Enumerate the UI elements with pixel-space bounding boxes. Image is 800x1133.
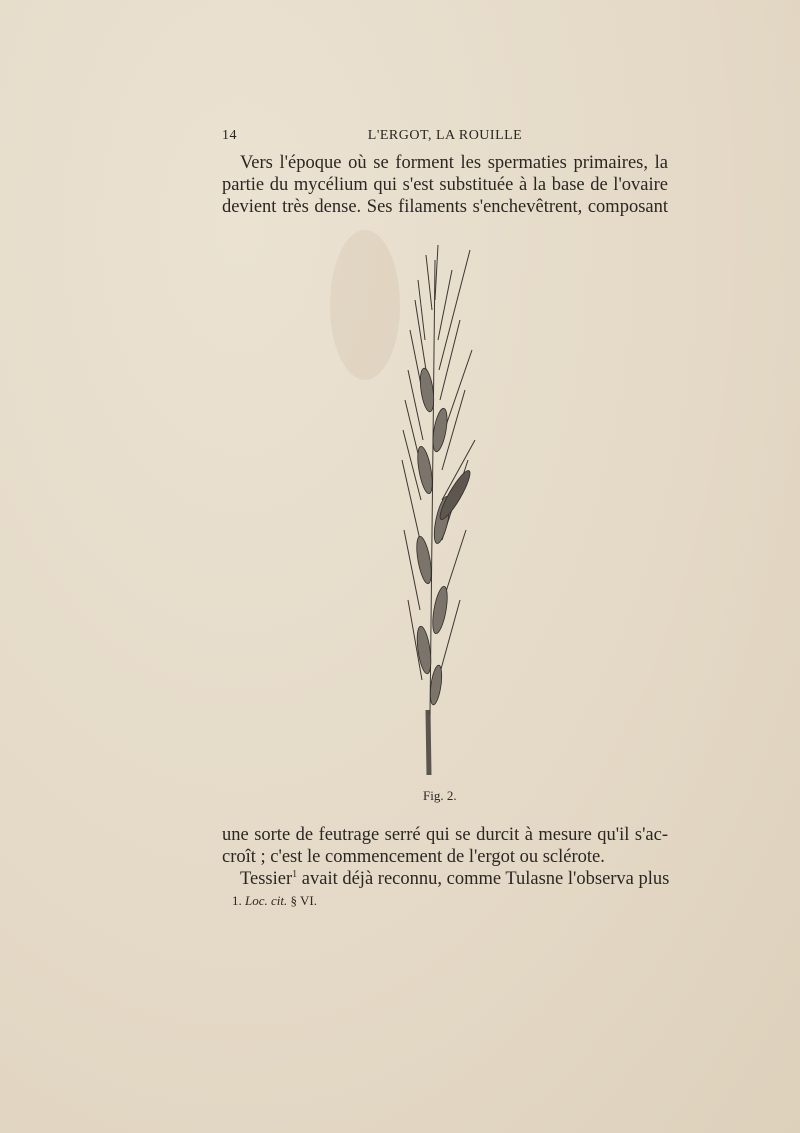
text-line: partie du mycélium qui s'est substituée à la base de l'ovaire: [222, 175, 668, 195]
text-line: croît ; c'est le commencement de l'ergot ou sclérote.: [222, 847, 605, 867]
running-title: L'ERGOT, LA ROUILLE: [367, 128, 523, 143]
text-line-rest: avait déjà reconnu, comme Tulasne l'observa plus: [297, 869, 670, 889]
figure-caption: Fig. 2.: [423, 788, 457, 803]
paragraph-2: [222, 824, 668, 868]
footnote-number: 1.: [232, 893, 242, 908]
text-line: une sorte de feutrage serré qui se durcit à mesure qu'il s'ac-: [222, 825, 668, 845]
text-line: [222, 868, 668, 890]
text-line: devient très dense. Ses filaments s'enchevêtrent, composant: [222, 197, 668, 217]
rye-spike-illustration: [380, 240, 500, 785]
paragraph-1: [222, 152, 668, 218]
page-number: 14: [222, 128, 237, 143]
footnote: [232, 893, 317, 909]
text-line: Vers l'époque où se forment les spermaties primaires, la: [240, 153, 668, 173]
footnote-ref[interactable]: 1: [292, 868, 298, 880]
footnote-citation: Loc. cit.: [245, 893, 288, 908]
footnote-section: § VI.: [290, 893, 317, 908]
page-header: [222, 128, 668, 148]
author-name: Tessier: [240, 869, 293, 889]
paragraph-3: [222, 868, 668, 890]
